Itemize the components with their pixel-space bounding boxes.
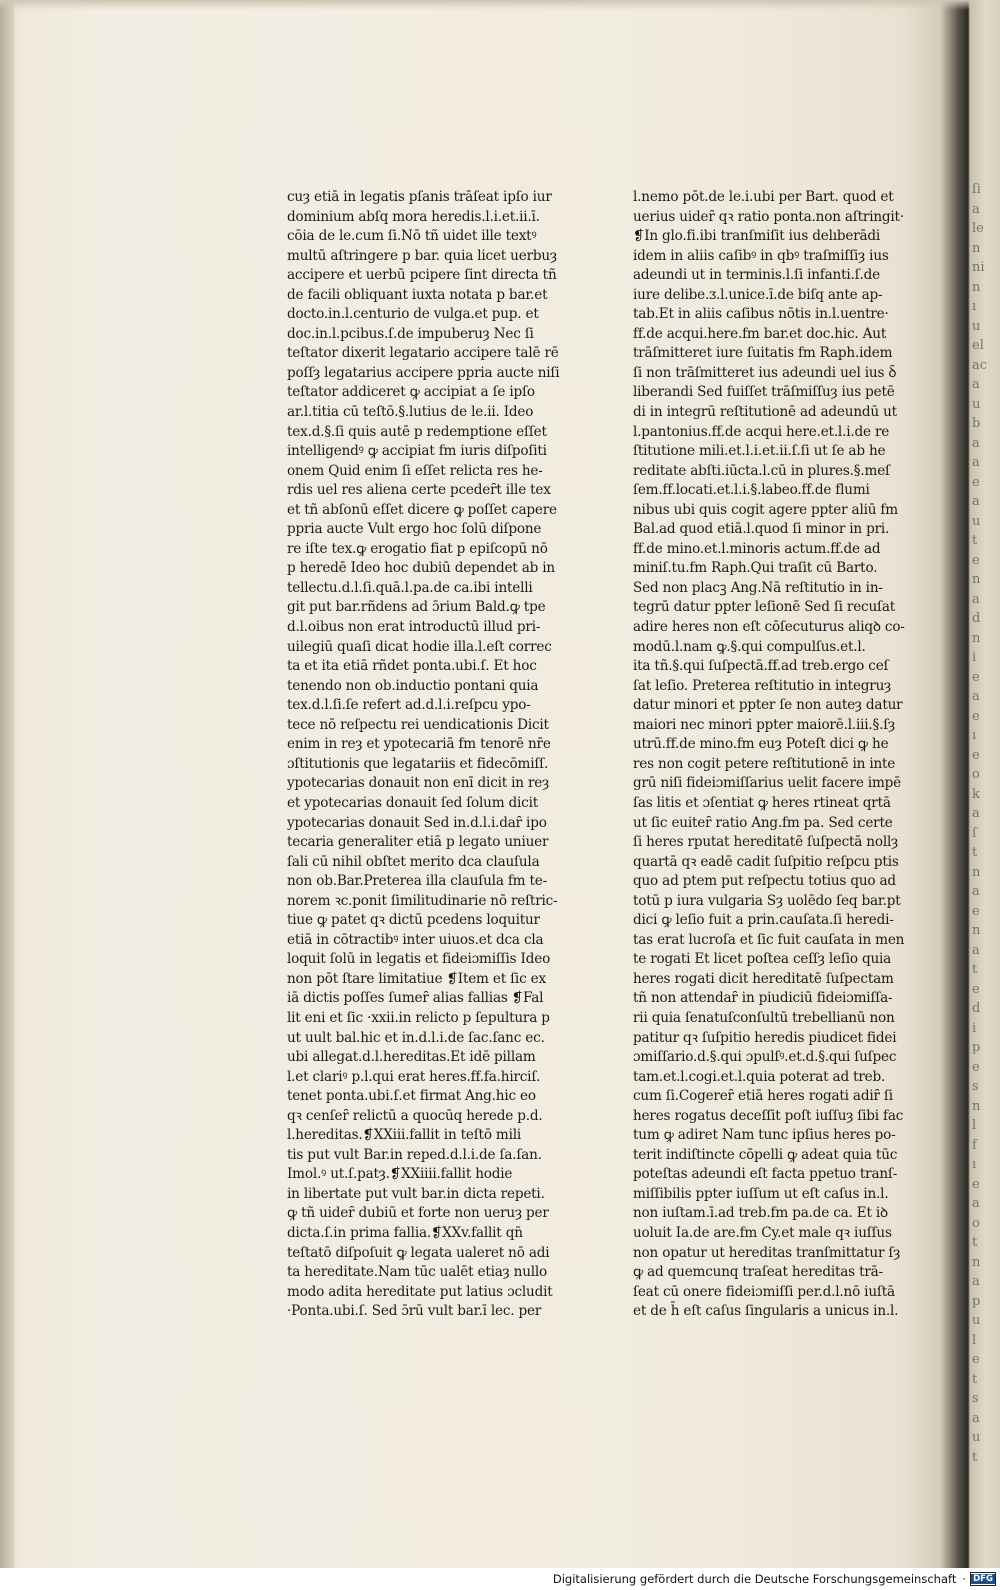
text-line: ypotecarias donauit Sed in.d.l.i.daȓ ipo bbox=[287, 814, 547, 831]
text-line: ita tñ.§.qui ſuſpectā.ff.ad treb.ergo ceſ bbox=[633, 658, 889, 675]
bleed-mark: l bbox=[972, 1332, 977, 1348]
text-line: dicta.ſ.in prima fallia.❡XXv.fallit qn̄ bbox=[287, 1224, 523, 1241]
bleed-mark: t bbox=[972, 1371, 978, 1387]
text-line: tum ꝙ adiret Nam tunc ipſius heres po- bbox=[633, 1127, 896, 1144]
bleed-mark: a bbox=[972, 377, 980, 392]
text-line: terit indiſtincte cōpelli ꝙ adeat quia tūc bbox=[633, 1146, 898, 1163]
text-line: ſtitutione mili.et.l.i.et.ii.ſ.ſi ut ſe ab he bbox=[633, 443, 886, 460]
bleed-mark: t bbox=[972, 1235, 978, 1250]
bleed-mark: a bbox=[972, 884, 980, 899]
bleed-mark: f bbox=[972, 1137, 977, 1153]
bleed-mark: t bbox=[972, 845, 978, 860]
bleed-mark: e bbox=[972, 903, 980, 919]
text-line: tñ non attendaȓ in piudiciū fideiɔmiſſa- bbox=[633, 990, 893, 1007]
text-line: norem ꝛc.ponit ſimilitudinarie nō reſtric- bbox=[287, 892, 558, 909]
bleed-mark: o bbox=[972, 767, 980, 782]
text-line: teſtatō diſpoſuit ꝙ legata ualeret nō adi bbox=[287, 1244, 550, 1261]
text-line: reditate abſti.iūcta.l.cū in plures.§.meſ bbox=[633, 462, 890, 479]
text-line: ❡In glo.fi.ibi tranſmiſit ius delıberādi bbox=[633, 228, 881, 245]
text-line: poteſtas adeundi eſt facta ppetuo tranſ- bbox=[633, 1166, 898, 1183]
bleed-mark: a bbox=[972, 591, 980, 607]
bleed-mark: a bbox=[972, 806, 980, 821]
bleed-mark: t bbox=[972, 1449, 978, 1465]
bleed-mark: ı bbox=[972, 1157, 977, 1172]
text-line: intelligendꝰ ꝙ accipiat fm iuris diſpoſiti bbox=[287, 443, 547, 460]
text-line: tece nō reſpectu rei uendicationis Dicit bbox=[287, 716, 549, 733]
text-line: tam.et.l.cogi.et.l.quia poterat ad treb. bbox=[633, 1068, 886, 1085]
bleed-mark: a bbox=[972, 942, 980, 958]
text-line: l.nemo pōt.de le.i.ubi per Bart. quod et bbox=[633, 189, 894, 205]
text-line: dominium abſq mora heredis.l.i.et.ii.ī. bbox=[287, 208, 540, 225]
text-line: non iuſtam.ī.ad treb.fm pa.de ca. Et iꝺ bbox=[633, 1205, 888, 1222]
text-line: iā dictis poſſes ſumeȓ alias fallias ❡Fal bbox=[287, 990, 544, 1007]
text-line: adeundi ut in terminis.l.ſi infanti.ſ.de bbox=[633, 267, 880, 284]
bleed-mark: d bbox=[972, 1001, 981, 1016]
bleed-mark: e bbox=[972, 981, 980, 997]
bleed-mark: le bbox=[972, 221, 984, 236]
text-line: ɔſtitutionis que legatariis et fidecōmiſſ. bbox=[287, 755, 549, 772]
text-line: utrū.ff.de mino.fm euȝ Poteſt dici ꝙ he bbox=[633, 736, 889, 753]
text-line: quartā qꝛ eadē cadit ſuſpitio reſpcu ptis bbox=[633, 853, 899, 870]
text-line: totū p iura vulgaria Sȝ uolēdo ſeq bar.pt bbox=[633, 892, 901, 909]
dfg-logo bbox=[970, 1572, 996, 1586]
text-line: tenendo non ob.inductio pontani quia bbox=[287, 677, 539, 694]
text-line: maiori nec minori ppter maiorē.l.iii.§.ſȝ bbox=[633, 716, 895, 733]
text-line: tis put vult Bar.in reped.d.l.i.de ſa.ſan. bbox=[287, 1146, 542, 1163]
text-line: docto.in.l.centurio de vulga.et pup. et bbox=[287, 306, 539, 323]
bleed-mark: i bbox=[972, 650, 977, 665]
text-line: ſi non trāſmitteret ius adeundi uel ius ꝺ̄ bbox=[633, 364, 897, 381]
bleed-mark: o bbox=[972, 1215, 980, 1231]
text-line: ſat leſio. Preterea reſtitutio in integruȝ bbox=[633, 677, 892, 694]
text-line: non ob.Bar.Preterea illa clauſula fm te- bbox=[287, 873, 547, 890]
text-line: ar.l.titia cū teſtō.§.lutius de le.ii. Ideo bbox=[287, 404, 534, 421]
bleed-mark: a bbox=[972, 201, 980, 217]
bleed-mark: u bbox=[972, 396, 981, 412]
text-line: d.l.oibus non erat introductū illud pri- bbox=[287, 619, 541, 636]
page-binding-gutter bbox=[0, 0, 14, 1568]
text-line: ſi heres rputat hereditatē ſuſpectā nollȝ bbox=[633, 834, 899, 851]
bleed-mark: e bbox=[972, 669, 980, 685]
text-line: tecaria generaliter etiā p legato uniuer bbox=[287, 834, 549, 851]
text-line: rii quia ſenatuſconſultū trebellianū non bbox=[633, 1009, 895, 1026]
text-line: doc.in.l.pcibus.ſ.de impuberuȝ Nec ſi bbox=[287, 325, 534, 342]
bleed-mark: n bbox=[972, 630, 981, 646]
text-line: qꝛ cenſeȓ relictū a quocūq herede p.d. bbox=[287, 1107, 543, 1124]
text-column-left bbox=[287, 188, 577, 1322]
text-line: heres rogatus deceſſit poſt iuſſuȝ ſibi fac bbox=[633, 1107, 904, 1124]
bleed-mark: t bbox=[972, 962, 978, 977]
text-line: Sed non placꝫ Ang.Nā reſtitutio in in- bbox=[633, 579, 883, 596]
bleed-mark: e bbox=[972, 1352, 980, 1367]
text-line: etiā in cōtractibꝰ inter uiuos.et dca cla bbox=[287, 931, 544, 948]
text-line: tiue ꝙ patet qꝛ dictū pcedens loquitur bbox=[287, 912, 540, 929]
text-line: git put bar.rñdens ad ɔ̄rium Bald.ꝙ tpe bbox=[287, 599, 546, 616]
text-line: tenet ponta.ubi.ſ.et firmat Ang.hic eo bbox=[287, 1088, 536, 1105]
text-line: Bal.ad quod etiā.l.quod ſi minor in pri. bbox=[633, 521, 890, 538]
text-line: datur minori et ppter ſe non auteȝ datur bbox=[633, 697, 903, 714]
bleed-mark: n bbox=[972, 572, 981, 587]
text-line: tex.d.§.ſi quis autē p redemptione eſſet bbox=[287, 423, 547, 440]
bleed-mark: n bbox=[972, 864, 981, 880]
text-line: te rogati Et licet poſtea ceſſȝ leſio quia bbox=[633, 951, 892, 968]
bleed-mark: s bbox=[972, 1391, 979, 1406]
bleed-mark: u bbox=[972, 513, 981, 529]
text-line: grū niſi fideiɔmiſſarius uelit facere impē bbox=[633, 775, 901, 792]
footer-credit: Digitalisierung gefördert durch die Deutsche Forschungsgemeinschaft bbox=[552, 1572, 957, 1586]
bleed-mark: e bbox=[972, 1059, 980, 1075]
text-line: quo ad ptem put reſpectu totius quo ad bbox=[633, 873, 896, 890]
bleed-mark: e bbox=[972, 474, 980, 490]
text-line: ut ſic euiteȓ ratio Ang.fm pa. Sed certe bbox=[633, 814, 893, 831]
text-line: et tñ abſonū eſſet dicere ꝙ poſſet capere bbox=[287, 501, 557, 518]
bleed-mark: k bbox=[972, 786, 980, 802]
bleed-mark: u bbox=[972, 318, 981, 334]
bleed-mark: e bbox=[972, 552, 980, 568]
bleed-mark: a bbox=[972, 1274, 980, 1289]
text-line: tab.Et in aliis caſibus nōtis in.l.uentre· bbox=[633, 306, 889, 323]
text-line: ·Ponta.ubi.ſ. Sed ɔ̄rū vult bar.ī lec. per bbox=[287, 1303, 542, 1320]
bleed-mark: ſi bbox=[972, 182, 981, 197]
text-line: ypotecarias donauit non enī dicit in reȝ bbox=[287, 775, 550, 792]
text-line: tegrū datur ppter leſionē Sed ſi recuſat bbox=[633, 599, 896, 616]
bleed-mark: t bbox=[972, 533, 978, 548]
text-line: non pōt ſtare limitatiue ❡Item et ſic ex bbox=[287, 970, 546, 987]
facing-page-bleed-text bbox=[972, 180, 1000, 1480]
bleed-mark: ı bbox=[972, 728, 977, 743]
text-line: adire heres non eſt cōſecuturus aliqꝺ co- bbox=[633, 619, 905, 636]
bleed-mark: b bbox=[972, 416, 981, 431]
text-line: re iſte tex.ꝙ erogatio fiat p epiſcopū nō bbox=[287, 540, 548, 557]
text-line: ubi allegat.d.l.hereditas.Et idē pillam bbox=[287, 1049, 536, 1066]
bleed-mark: a bbox=[972, 494, 980, 509]
text-line: cum ſi.Cogereȓ etiā heres rogati adiȓ ſi bbox=[633, 1088, 893, 1105]
bleed-mark: p bbox=[972, 1040, 981, 1055]
text-line: modo adita hereditate put latius ɔcludit bbox=[287, 1283, 553, 1300]
bleed-mark: i bbox=[972, 1020, 977, 1036]
text-line: nibus ubi quis cogit agere ppter aliū fm bbox=[633, 501, 898, 518]
text-line: accipere et uerbū pcipere ſint directa tñ bbox=[287, 267, 557, 284]
text-line: ſem.ff.locati.et.l.i.§.labeo.ff.de flumi bbox=[633, 482, 870, 499]
text-line: loquit ſolū in legatis et fideiɔmiſſis Ideo bbox=[287, 951, 551, 968]
bleed-mark: e bbox=[972, 708, 980, 724]
text-line: cuȝ etiā in legatis pſanis trāſeat ipſo iur bbox=[287, 189, 552, 205]
bleed-mark: ſ bbox=[972, 825, 977, 841]
text-line: et ypotecarias donauit ſed ſolum dicit bbox=[287, 794, 538, 811]
text-line: rdis uel res aliena certe pcedeȓt ille tex bbox=[287, 482, 551, 499]
bleed-mark: n bbox=[972, 923, 981, 938]
bleed-mark: n bbox=[972, 1254, 981, 1270]
bleed-mark: u bbox=[972, 1430, 981, 1445]
text-line: l.et clariꝰ p.l.qui erat heres.ff.fa.hirciſ. bbox=[287, 1068, 541, 1085]
text-line: di in integrū reſtitutionē ad adeundū ut bbox=[633, 404, 897, 421]
text-line: ff.de mino.et.l.minoris actum.ff.de ad bbox=[633, 540, 881, 557]
text-line: liberandi Sed fuiſſet trāſmiſſuȝ ius petē bbox=[633, 384, 895, 401]
text-line: ſas litis et ɔſentiat ꝙ heres rtineat qrtā bbox=[633, 794, 891, 811]
bleed-mark: ni bbox=[972, 260, 985, 275]
text-line: ta et ita etiā rñdet ponta.ubi.ſ. Et hoc bbox=[287, 658, 537, 675]
bleed-mark: s bbox=[972, 1079, 979, 1094]
text-line: ſeat cū onere fideiɔmiſſi per.d.l.nō iuſtā bbox=[633, 1283, 895, 1300]
text-line: trāſmitteret iure ſuitatis fm Raph.idem bbox=[633, 345, 893, 362]
text-line: iure delibe.ᴣ.l.unice.ī.de biſq ante ap- bbox=[633, 286, 883, 303]
text-line: onem Quid enim ſi eſſet relicta res he- bbox=[287, 462, 543, 479]
text-line: ppria aucte Vult ergo hoc ſolū diſpone bbox=[287, 521, 542, 538]
bleed-mark: d bbox=[972, 611, 981, 626]
text-line: ſali cū nihil obſtet merito dca clauſula bbox=[287, 853, 540, 870]
bleed-mark: n bbox=[972, 240, 981, 256]
text-column-right bbox=[633, 188, 908, 1322]
bleed-mark: ı bbox=[972, 299, 977, 314]
text-line: uilegiū quaſi dicat hodie illa.l.eſt correc bbox=[287, 638, 552, 655]
text-line: uerius uideȓ qꝛ ratio ponta.non aſtringit· bbox=[633, 208, 904, 225]
text-line: ut uult bal.hic et in.d.l.i.de ſac.ſanc ec. bbox=[287, 1029, 545, 1046]
text-line: tellectu.d.l.ſi.quā.l.pa.de ca.ibi intelli bbox=[287, 579, 533, 596]
text-line: ꝙ ad quemcunq traſeat hereditas trā- bbox=[633, 1264, 883, 1281]
bleed-mark: e bbox=[972, 747, 980, 763]
text-line: Imol.ꝰ ut.ſ.patȝ.❡XXiiii.fallit hodie bbox=[287, 1166, 513, 1183]
text-line: idem in aliis caſibꝰ in qbꝰ traſmiſſiȝ ius bbox=[633, 247, 889, 264]
text-line: cōia de le.cum ſi.Nō tñ uidet ille textꝰ bbox=[287, 228, 537, 245]
text-line: patitur qꝛ ſuſpitio heredis piudicet fidei bbox=[633, 1029, 897, 1046]
dfg-logo-text: DFG bbox=[973, 1574, 993, 1584]
bleed-mark: a bbox=[972, 455, 980, 470]
text-line: multū aſtringere p bar. quia licet uerbuȝ bbox=[287, 247, 557, 264]
page-top-edge bbox=[0, 0, 970, 10]
text-line: tas erat lucroſa et ſic fuit cauſata in men bbox=[633, 931, 905, 948]
text-line: uoluit Ia.de are.fm Cy.et male qꝛ iuſſus bbox=[633, 1224, 892, 1241]
text-line: ff.de acqui.here.fm bar.et doc.hic. Aut bbox=[633, 325, 887, 342]
text-line: p heredē Ideo hoc dubiū dependet ab in bbox=[287, 560, 555, 577]
bleed-mark: n bbox=[972, 1098, 981, 1114]
bleed-mark: el bbox=[972, 338, 984, 353]
text-line: tex.d.l.ſi.ſe refert ad.d.l.i.reſpcu ypo- bbox=[287, 697, 531, 714]
text-line: de facili obliquant iuxta notata p bar.et bbox=[287, 286, 548, 303]
text-line: enim in reȝ et ypotecariā fm tenorē nr̄e bbox=[287, 736, 551, 753]
text-line: in libertate put vult bar.in dicta repeti. bbox=[287, 1185, 545, 1202]
text-line: heres rogati dicit hereditatē ſuſpectam bbox=[633, 970, 894, 987]
bleed-mark: a bbox=[972, 689, 980, 704]
text-line: dici ꝙ leſio fuit a prin.cauſata.ſi heredi- bbox=[633, 912, 894, 929]
text-line: non opatur ut hereditas tranſmittatur ſȝ bbox=[633, 1244, 901, 1261]
bleed-mark: a bbox=[972, 435, 980, 451]
text-line: et de h̄ eſt caſus ſingularis a unicus in.l. bbox=[633, 1303, 899, 1320]
bleed-mark: u bbox=[972, 1313, 981, 1328]
bleed-mark: n bbox=[972, 279, 981, 295]
text-line: ɔmiſſario.d.§.qui ɔpulſꝰ.et.d.§.qui ſuſpec bbox=[633, 1049, 897, 1066]
bleed-mark: l bbox=[972, 1118, 977, 1133]
text-line: ꝙ tñ uideȓ dubiū et forte non ueruȝ per bbox=[287, 1205, 549, 1222]
bleed-mark: a bbox=[972, 1196, 980, 1211]
text-line: modū.l.nam ꝙ.§.qui compulſus.et.l. bbox=[633, 638, 866, 655]
text-line: lit eni et ſic ·xxii.in relicto p ſepultura p bbox=[287, 1009, 550, 1026]
text-line: ta hereditate.Nam tūc ualēt etiaȝ nullo bbox=[287, 1264, 548, 1281]
text-line: l.hereditas.❡XXiii.fallit in teſtō mili bbox=[287, 1127, 522, 1144]
text-line: poſſȝ legatarius accipere ppria aucte niſi bbox=[287, 364, 560, 381]
text-line: teſtator dixerit legatario accipere talē rē bbox=[287, 345, 559, 362]
text-line: miniſ.tu.fm Raph.Qui traſit cū Barto. bbox=[633, 560, 878, 577]
bleed-mark: a bbox=[972, 1410, 980, 1426]
bleed-mark: e bbox=[972, 1176, 980, 1192]
text-line: l.pantonius.ff.de acqui here.et.l.i.de re bbox=[633, 423, 890, 440]
bleed-mark: ac bbox=[972, 357, 988, 373]
text-line: miſſibilis ppter iuſſum ut eſt caſus in.l. bbox=[633, 1185, 889, 1202]
footer-bar bbox=[0, 1568, 1000, 1590]
bleed-mark: p bbox=[972, 1293, 981, 1309]
footer-separator: · bbox=[962, 1572, 966, 1586]
text-line: res non cogit petere reſtitutionē in inte bbox=[633, 755, 896, 772]
text-line: teſtator addiceret ꝙ accipiat a ſe ipſo bbox=[287, 384, 535, 401]
